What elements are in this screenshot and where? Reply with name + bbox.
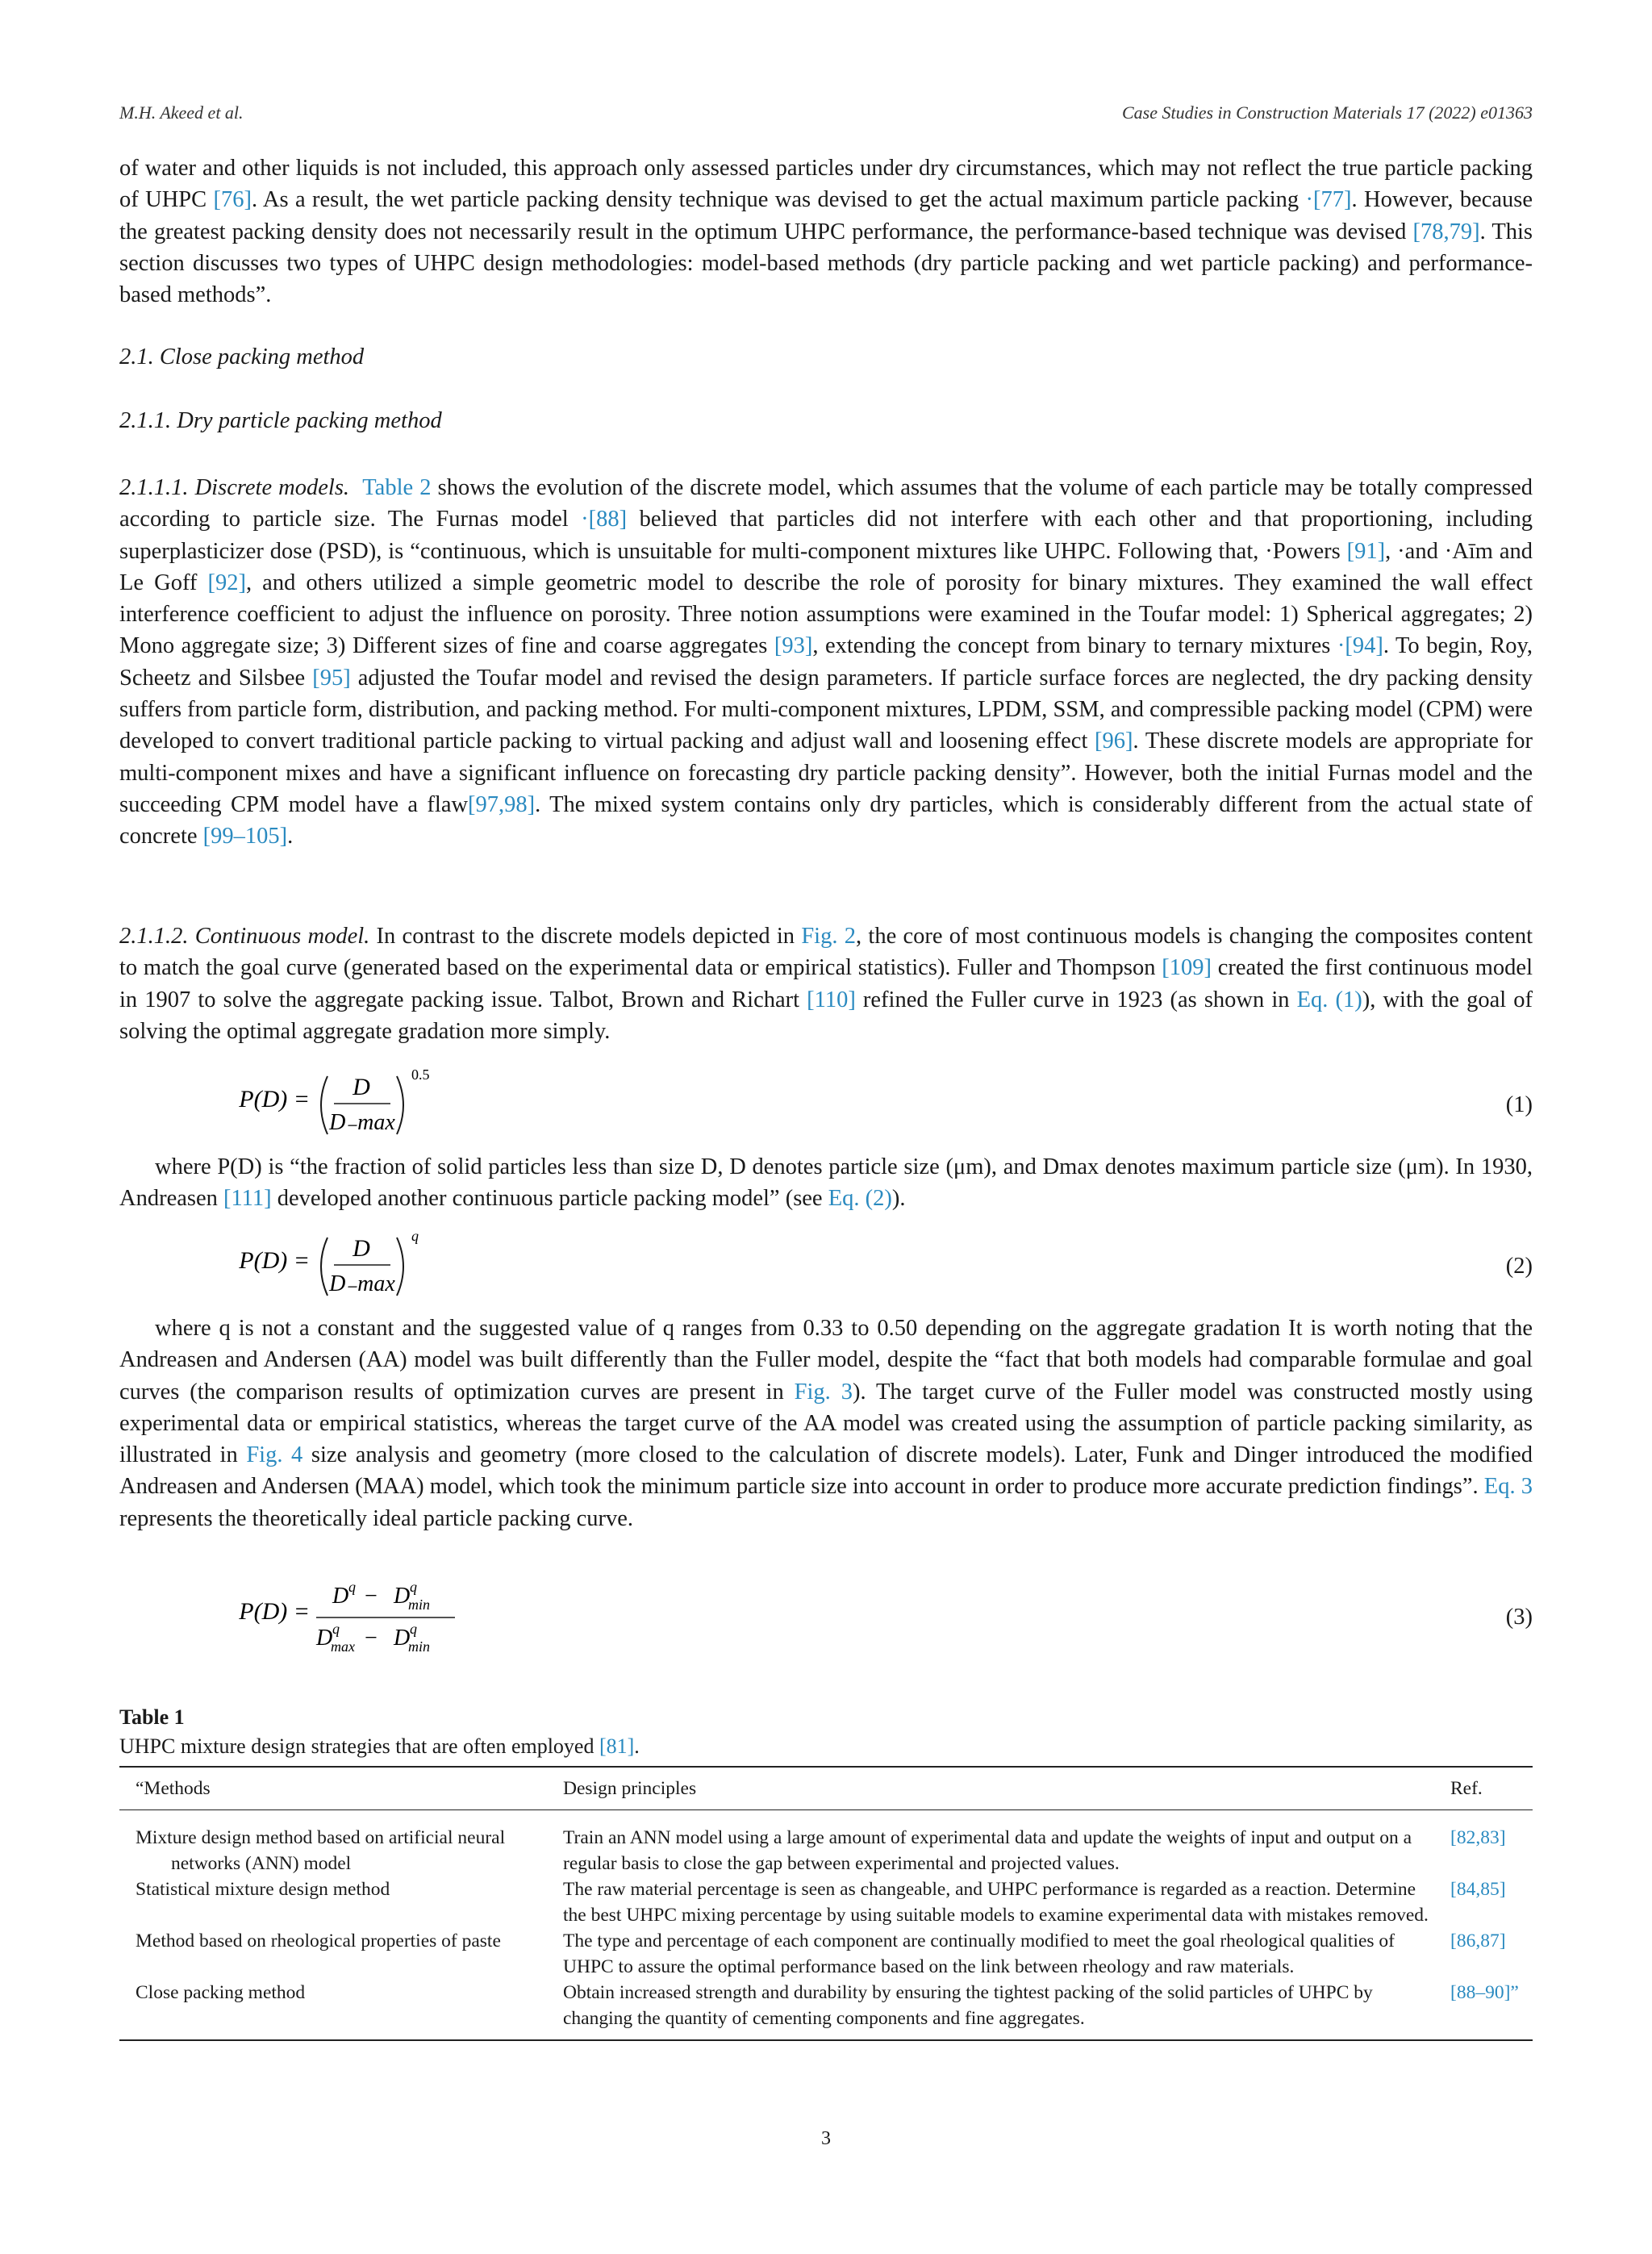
- table-caption: [119, 1705, 640, 1759]
- header-journal: Case Studies in Construction Materials 17 (2022) e01363: [1121, 102, 1533, 123]
- table-row: [119, 1928, 1533, 1980]
- table-title: Table 1: [119, 1705, 185, 1729]
- ref-cell[interactable]: [82,83]: [1450, 1827, 1506, 1848]
- column-header-design-principles: Design principles: [563, 1767, 1450, 1810]
- svg-text:−: −: [365, 1626, 378, 1651]
- svg-text:q: q: [410, 1621, 417, 1637]
- citation-link[interactable]: [93]: [774, 633, 813, 659]
- svg-text:max: max: [331, 1638, 355, 1655]
- citation-link[interactable]: [78,79]: [1412, 219, 1480, 244]
- equation-1-explanation: where P(D) is “the fraction of solid particles less than size D, D denotes particle size (μm), and Dmax denotes maximum particle size (μm). In 1930, Andreasen [111] developed another continuous particle packing model” (see Eq. (2)).: [119, 1154, 1533, 1212]
- equation-1-formula: [186, 1057, 428, 1154]
- method-cell: Mixture design method based on artificial neural networks (ANN) model: [136, 1827, 506, 1874]
- method-cell: Close packing method: [136, 1982, 306, 2003]
- equation-numerator: D: [353, 1235, 370, 1262]
- discrete-models-paragraph: 2.1.1.1. Discrete models. Table 2 shows the evolution of the discrete model, which assumes that the volume of each particle may be totally compressed according to particle size. The Furnas model ·[88] believed that particles did not interfere with each other and that proportioning, including superplasticizer dose (PSD), is “continuous, which is unsuitable for multi-component mixtures like UHPC. Following that, ·Powers [91], ·and ·Aīm and Le Goff [92], and others utilized a simple geometric model to describe the role of porosity for binary mixtures. They examined the wall effect interference coefficient to adjust the influence on porosity. Three notion assumptions were examined in the Toufar model: 1) Spherical aggregates; 2) Mono aggregate size; 3) Different sizes of fine and coarse aggregates [93], extending the concept from binary to ternary mixtures ·[94]. To begin, Roy, Scheetz and Silsbee [95] adjusted the Toufar model and revised the design parameters. If particle surface forces are neglected, the dry packing density suffers from particle form, distribution, and packing method. For multi-component mixtures, LPDM, SSM, and compressible packing model (CPM) were developed to convert traditional particle packing to virtual packing and adjust wall and loosening effect [96]. These discrete models are appropriate for multi-component mixes and have a significant influence on forecasting dry particle packing density”. However, both the initial Furnas model and the succeeding CPM model have a flaw[97,98]. The mixed system contains only dry particles, which is considerably different from the actual state of concrete [99–105].: [119, 475, 1533, 849]
- citation-link[interactable]: [99–105]: [202, 824, 288, 849]
- equation-denominator: D₋max: [329, 1271, 395, 1296]
- svg-text:min: min: [408, 1638, 430, 1655]
- citation-link[interactable]: [109]: [1162, 955, 1212, 981]
- svg-text:D: D: [394, 1584, 411, 1609]
- equation-lhs: P(D) =: [239, 1086, 310, 1112]
- ref-cell[interactable]: [84,85]: [1450, 1879, 1506, 1900]
- citation-link[interactable]: [97,98]: [468, 791, 536, 817]
- citation-link[interactable]: [110]: [807, 987, 856, 1012]
- equation-number: (3): [1505, 1605, 1533, 1630]
- equation-exponent: 0.5: [411, 1066, 430, 1083]
- equation-2-formula: [186, 1218, 428, 1315]
- svg-text:−: −: [365, 1584, 378, 1609]
- svg-text:min: min: [408, 1597, 430, 1613]
- figure-link[interactable]: Fig. 3: [794, 1379, 853, 1405]
- table-row: [119, 1980, 1533, 2040]
- citation-link[interactable]: ·[94]: [1337, 633, 1383, 659]
- equation-lhs: P(D) =: [239, 1247, 310, 1274]
- equation-lhs: P(D) =: [239, 1598, 310, 1625]
- continuous-model-paragraph: 2.1.1.2. Continuous model. In contrast to the discrete models depicted in Fig. 2, the core of most continuous models is changing the composites content to match the goal curve (generated based on the experimental data or empirical statistics). Fuller and Thompson [109] created the first continuous model in 1907 to solve the aggregate packing issue. Talbot, Brown and Richart [110] refined the Fuller curve in 1923 (as shown in Eq. (1)), with the goal of solving the optimal aggregate gradation more simply.: [119, 924, 1533, 1044]
- equation-number: (1): [1505, 1092, 1533, 1117]
- equation-2: [119, 1218, 1533, 1315]
- equation-link[interactable]: Eq. 3: [1483, 1474, 1533, 1500]
- citation-link[interactable]: [81]: [599, 1734, 635, 1758]
- method-cell: Statistical mixture design method: [136, 1879, 390, 1900]
- intro-paragraph: of water and other liquids is not included, this approach only assessed particles under dry circumstances, which may not reflect the true particle packing of UHPC [76]. As a result, the wet particle packing density technique was devised to get the actual maximum particle packing ·[77]. However, because the greatest packing density does not necessarily result in the optimum UHPC performance, the performance-based technique was devised [78,79]. This section discusses two types of UHPC design methodologies: model-based methods (dry particle packing and wet particle packing) and performance-based methods”.: [119, 156, 1533, 308]
- principle-cell: The type and percentage of each component are continually modified to meet the goal rheological qualities of UHPC to assure the optimal performance based on the link between rheology and raw materials.: [563, 1931, 1395, 1977]
- principle-cell: The raw material percentage is seen as changeable, and UHPC performance is regarded as a reaction. Determine the best UHPC mixing percentage by using suitable models to examine experimental data with mistakes removed.: [563, 1879, 1429, 1926]
- subsection-lead: 2.1.1.2. Continuous model.: [119, 924, 370, 949]
- equation-denominator: D₋max: [329, 1110, 395, 1135]
- table-1: [119, 1766, 1533, 2041]
- table-header-row: [119, 1767, 1533, 1810]
- method-cell: Method based on rheological properties of paste: [136, 1931, 501, 1951]
- ref-cell[interactable]: [88–90]”: [1450, 1980, 1533, 2040]
- svg-text:q: q: [348, 1579, 356, 1595]
- table-row: [119, 1876, 1533, 1928]
- figure-link[interactable]: Fig. 2: [801, 924, 856, 949]
- citation-link[interactable]: [96]: [1095, 728, 1133, 754]
- svg-text:q: q: [332, 1621, 340, 1637]
- table-link[interactable]: Table 2: [362, 475, 432, 500]
- subsection-lead: 2.1.1.1. Discrete models.: [119, 475, 350, 500]
- citation-link[interactable]: [92]: [207, 570, 246, 595]
- ref-cell[interactable]: [86,87]: [1450, 1931, 1506, 1951]
- equation-3: [119, 1569, 1533, 1666]
- section-heading-2-1-1: 2.1.1. Dry particle packing method: [119, 408, 442, 433]
- principle-cell: Obtain increased strength and durability by ensuring the tightest packing of the solid particles of UHPC by changing the quantity of cementing components and fine aggregates.: [563, 1980, 1450, 2040]
- equation-3-formula: [186, 1569, 460, 1666]
- header-authors: M.H. Akeed et al.: [119, 102, 244, 123]
- citation-link[interactable]: [111]: [223, 1186, 272, 1212]
- equation-numerator: D: [353, 1074, 370, 1100]
- column-header-methods: “Methods: [119, 1767, 563, 1810]
- figure-link[interactable]: Fig. 4: [246, 1442, 303, 1468]
- column-header-ref: Ref.: [1450, 1767, 1533, 1810]
- section-heading-2-1: 2.1. Close packing method: [119, 344, 365, 369]
- svg-text:D: D: [332, 1584, 349, 1609]
- citation-link[interactable]: [76]: [213, 187, 252, 213]
- aa-model-paragraph: where q is not a constant and the suggested value of q ranges from 0.33 to 0.50 depending on the aggregate gradation It is worth noting that the Andreasen and Andersen (AA) model was built differently than the Fuller model, despite the “fact that both models had comparable formulae and goal curves (the comparison results of optimization curves are present in Fig. 3). The target curve of the Fuller model was constructed mostly using experimental data or empirical statistics, whereas the target curve of the AA model was created using the assumption of particle packing similarity, as illustrated in Fig. 4 size analysis and geometry (more closed to the calculation of discrete models). Later, Funk and Dinger introduced the modified Andreasen and Andersen (MAA) model, which took the minimum particle size into account in order to produce more accurate prediction findings”. Eq. 3 represents the theoretically ideal particle packing curve.: [119, 1316, 1533, 1531]
- svg-text:q: q: [410, 1579, 417, 1595]
- equation-number: (2): [1505, 1254, 1533, 1279]
- running-header: [119, 102, 1533, 123]
- svg-text:D: D: [394, 1626, 411, 1651]
- equation-1: [119, 1057, 1533, 1154]
- page-number: 3: [821, 2128, 831, 2149]
- svg-text:D: D: [316, 1626, 333, 1651]
- citation-link[interactable]: ·[88]: [581, 507, 628, 532]
- equation-link[interactable]: Eq. (1): [1296, 987, 1362, 1012]
- citation-link[interactable]: [95]: [312, 665, 351, 691]
- equation-exponent: q: [411, 1228, 419, 1244]
- table-row: [119, 1810, 1533, 1877]
- citation-link[interactable]: [91]: [1346, 538, 1386, 564]
- equation-link[interactable]: Eq. (2): [828, 1186, 892, 1212]
- principle-cell: Train an ANN model using a large amount of experimental data and update the weights of input and output on a regular basis to close the gap between experimental and projected values.: [563, 1827, 1412, 1874]
- citation-link[interactable]: ·[77]: [1305, 187, 1352, 213]
- table-subtitle: UHPC mixture design strategies that are often employed [81].: [119, 1734, 640, 1758]
